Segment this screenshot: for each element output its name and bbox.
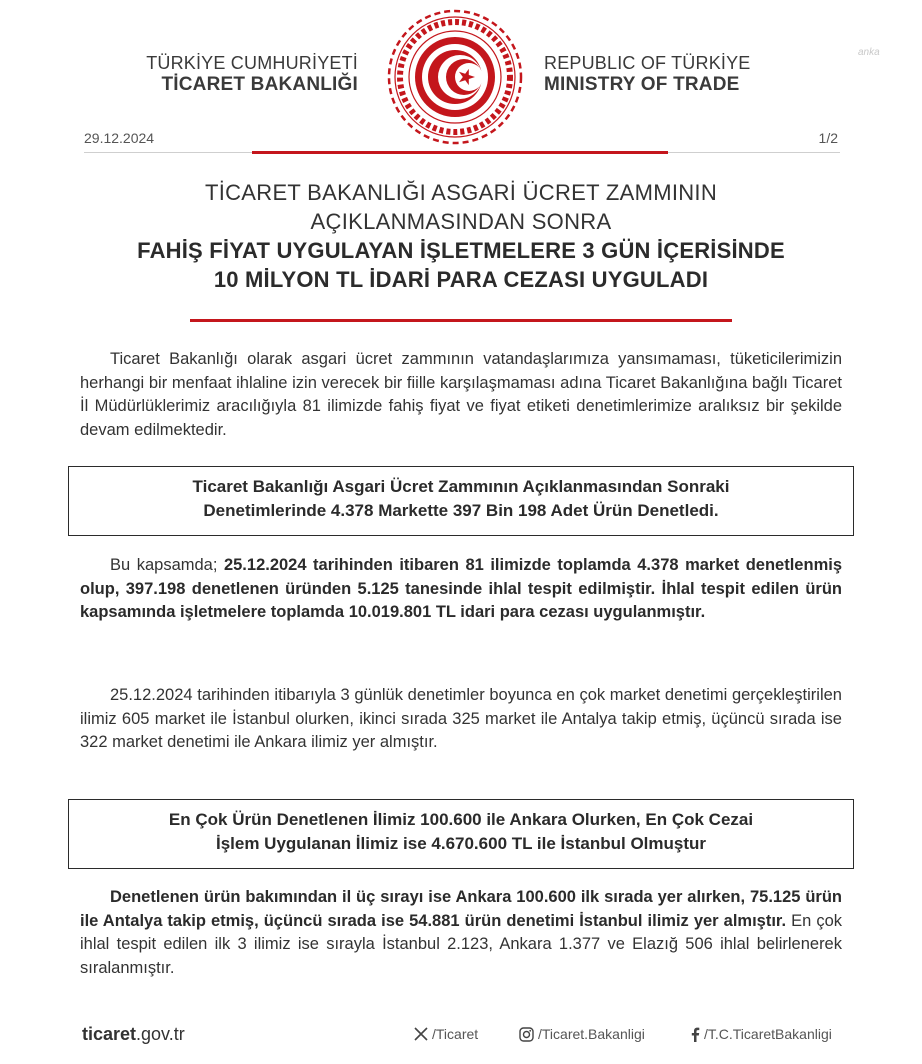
website-domain: .gov.tr <box>136 1024 185 1044</box>
instagram-link[interactable] <box>519 1026 645 1042</box>
highlight-box-1 <box>68 466 854 536</box>
title-line-3: FAHİŞ FİYAT UYGULAYAN İŞLETMELERE 3 GÜN İÇERİSİNDE <box>137 238 785 263</box>
watermark: anka <box>858 47 880 58</box>
country-name-en: REPUBLIC OF TÜRKİYE <box>544 53 751 73</box>
ministry-seal-logo <box>386 8 524 146</box>
paragraph-product-ranking-rest: En çok ihlal tespit edilen ilk 3 ilimiz ise sırayla İstanbul 2.123, Ankara 1.377 ve Elazığ 506 ihlal belirlenerek sıralanmıştır. <box>80 911 842 977</box>
paragraph-market-ranking <box>80 684 842 755</box>
header-divider-accent <box>252 151 668 154</box>
facebook-icon <box>690 1027 700 1042</box>
paragraph-product-ranking-bold: Denetlenen ürün bakımından il üç sırayı ise Ankara 100.600 ilk sırada yer alırken, 75.125 ürün ile Antalya takip etmiş, üçüncü sırada ise 54.881 ürün denetimi İstanbul ilimiz yer almıştır. <box>80 888 842 930</box>
paragraph-inspections-bold: 25.12.2024 tarihinden itibaren 81 ilimizde toplamda 4.378 market denetlenmiş olup, 397.198 denetlenen üründen 5.125 tanesinde ihlal tespit edilmiştir. İhlal tespit edilen ürün kapsamında işletmelere toplamda 10.019.801 TL idari para cezası uygulanmıştır. <box>80 556 842 621</box>
paragraph-intro <box>80 348 842 442</box>
x-handle: /Ticaret <box>432 1026 479 1042</box>
ministry-name-tr: TİCARET BAKANLIĞI <box>161 74 358 95</box>
page-number: 1/2 <box>818 130 838 146</box>
x-icon <box>414 1027 428 1041</box>
title-line-1: TİCARET BAKANLIĞI ASGARİ ÜCRET ZAMMININ <box>204 180 718 205</box>
ministry-name-english <box>544 52 804 96</box>
x-link[interactable] <box>414 1026 478 1042</box>
website-link[interactable] <box>82 1024 185 1045</box>
paragraph-inspections <box>80 554 842 625</box>
paragraph-product-ranking <box>80 886 842 980</box>
website-name: ticaret <box>82 1024 137 1044</box>
paragraph-inspections-lead: Bu kapsamda; <box>110 556 224 574</box>
title-line-2: AÇIKLANMASINDAN SONRA <box>310 209 612 234</box>
footer <box>0 1020 922 1050</box>
press-release-title <box>60 178 862 294</box>
paragraph-intro-text: Ticaret Bakanlığı olarak asgari ücret zammının vatandaşlarımıza yansımaması, tüketicilerimizin herhangi bir menfaat ihlaline izin verecek bir fiille karşılaşmaması adına Ticaret Bakanlığına bağlı Ticaret İl Müdürlüklerimiz aracılığıyla 81 ilimizde fahiş fiyat ve fiyat etiketi denetimlerimize aralıksız bir şekilde devam edilmektedir. <box>80 350 842 439</box>
ministry-name-en: MINISTRY OF TRADE <box>544 74 740 95</box>
instagram-handle: /Ticaret.Bakanligi <box>538 1026 645 1042</box>
title-line-4: 10 MİLYON TL İDARİ PARA CEZASI UYGULADI <box>213 267 709 292</box>
facebook-handle: /T.C.TicaretBakanligi <box>704 1026 832 1042</box>
instagram-icon <box>519 1027 534 1042</box>
title-divider <box>190 319 732 322</box>
ministry-name-turkish <box>100 52 358 96</box>
country-name-tr: TÜRKİYE CUMHURİYETİ <box>146 53 358 73</box>
highlight-box-1-line-1: Ticaret Bakanlığı Asgari Ücret Zammının Açıklanmasından Sonraki <box>192 477 730 496</box>
paragraph-market-ranking-text: 25.12.2024 tarihinden itibarıyla 3 günlük denetimler boyunca en çok market denetimi gerçekleştirilen ilimiz 605 market ile İstanbul olurken, ikinci sırada 325 market ile Antalya takip etmiş, üçüncü sırada ise 322 market denetimi ile Ankara ilimiz yer almıştır. <box>80 686 842 751</box>
header <box>0 0 922 150</box>
highlight-box-1-line-2: Denetimlerinde 4.378 Markette 397 Bin 198 Adet Ürün Denetledi. <box>203 501 719 520</box>
highlight-box-2-line-1: En Çok Ürün Denetlenen İlimiz 100.600 ile Ankara Olurken, En Çok Cezai <box>168 810 754 829</box>
highlight-box-2 <box>68 799 854 869</box>
highlight-box-2-line-2: İşlem Uygulanan İlimiz ise 4.670.600 TL ile İstanbul Olmuştur <box>215 834 707 853</box>
document-date: 29.12.2024 <box>84 130 155 146</box>
facebook-link[interactable] <box>690 1026 832 1042</box>
